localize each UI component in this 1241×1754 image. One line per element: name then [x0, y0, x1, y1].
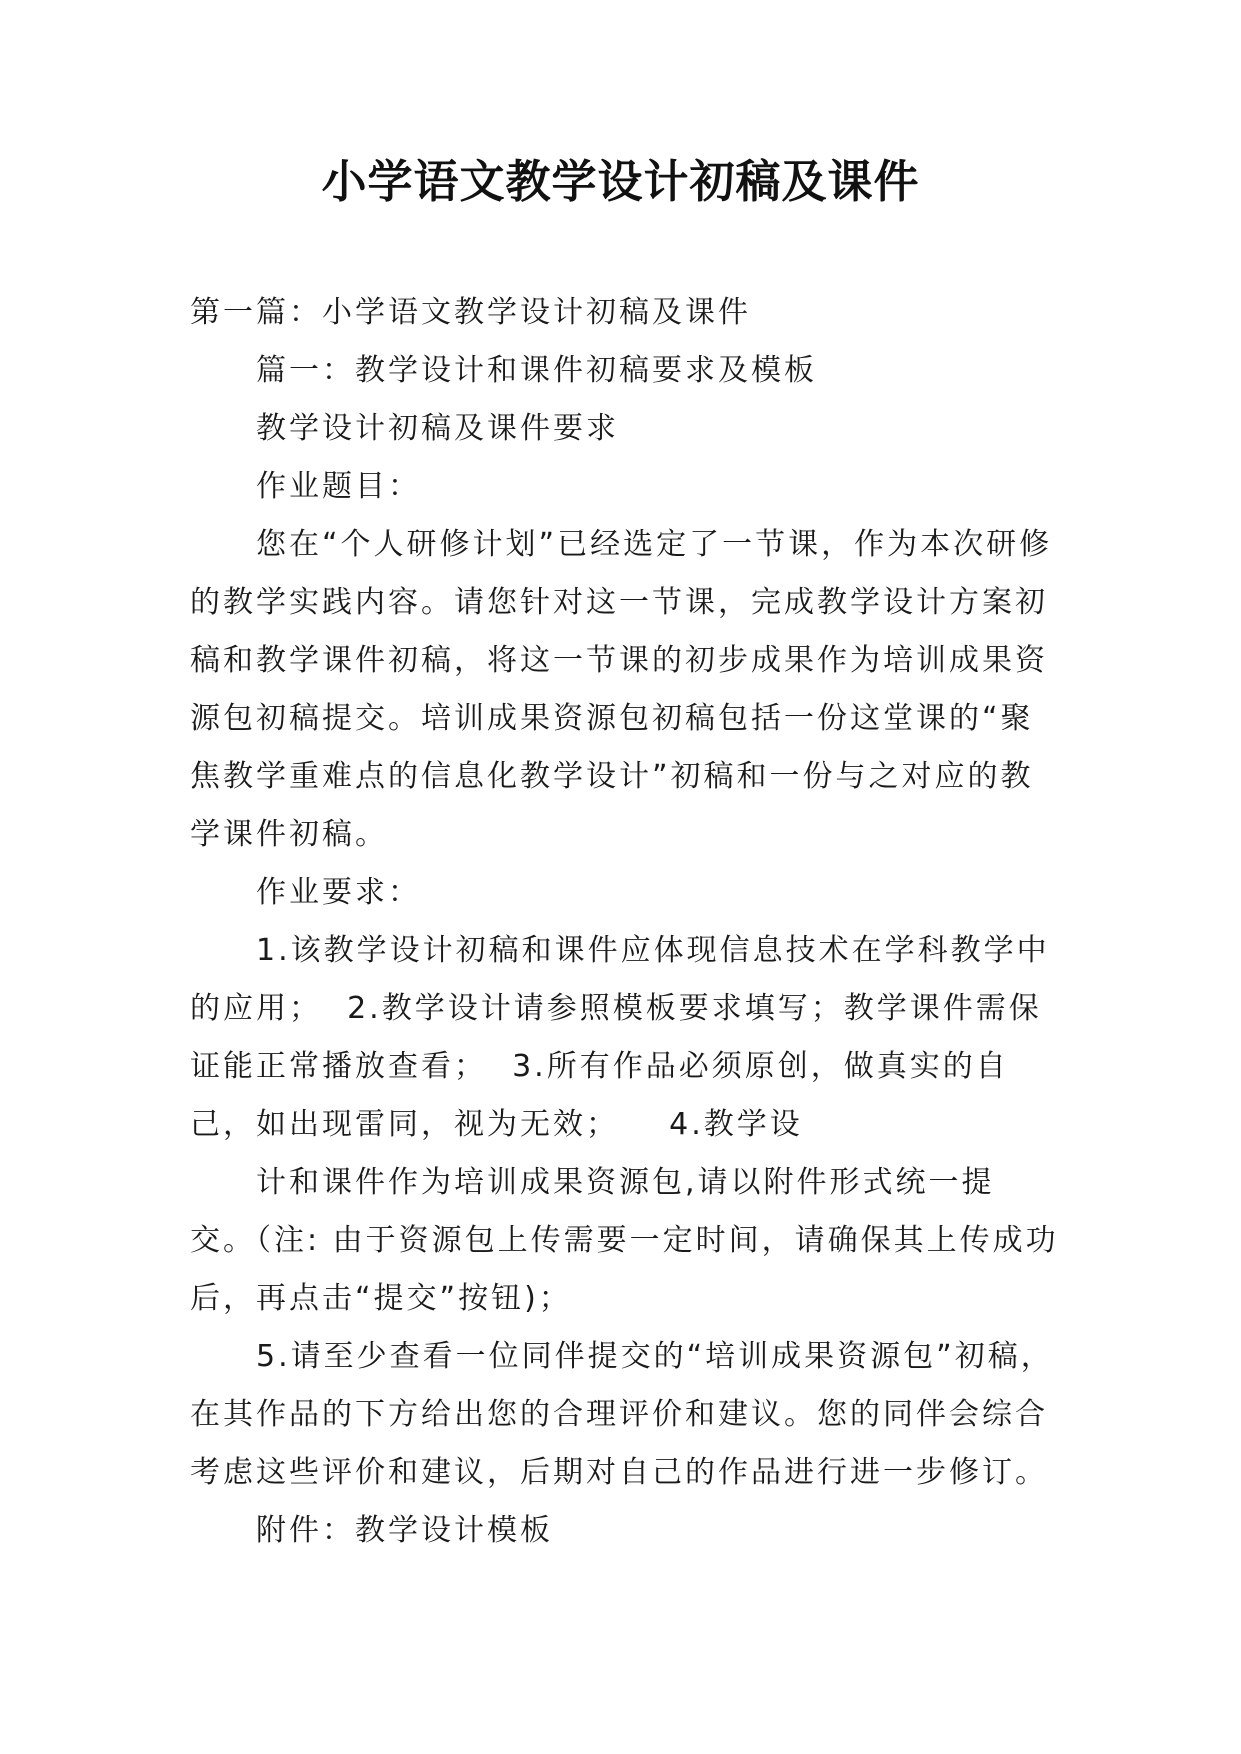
paragraph-requirements-1-4: 1.该教学设计初稿和课件应体现信息技术在学科教学中的应用； 2.教学设计请参照模板要求填写；教学课件需保证能正常播放查看； 3.所有作品必须原创，做真实的自己，如出现雷同，视为无效； 4.教学设 — [190, 933, 1050, 1142]
paragraph-assignment-description: 您在“个人研修计划”已经选定了一节课，作为本次研修的教学实践内容。请您针对这一节课，完成教学设计方案初稿和教学课件初稿，将这一节课的初步成果作为培训成果资源包初稿提交。培训成果资源包初稿包括一份这堂课的“聚焦教学重难点的信息化教学设计”初稿和一份与之对应的教学课件初稿。 — [190, 527, 1053, 852]
paragraph-attachment: 附件：教学设计模板 — [256, 1513, 553, 1548]
paragraph-section-heading: 篇一：教学设计和课件初稿要求及模板 — [256, 353, 817, 388]
paragraph-requirements-label: 作业要求： — [256, 875, 421, 910]
paragraph-requirements-continued: 计和课件作为培训成果资源包,请以附件形式统一提交。（注: 由于资源包上传需要一定时间，请确保其上传成功后，再点击“提交”按钮)； — [190, 1165, 1059, 1316]
document-title: 小学语文教学设计初稿及课件 — [321, 155, 920, 208]
paragraph-subtitle: 教学设计初稿及课件要求 — [256, 411, 619, 446]
document-body — [190, 284, 1060, 1560]
paragraph-assignment-label: 作业题目： — [256, 469, 421, 504]
paragraph-chapter-heading: 第一篇：小学语文教学设计初稿及课件 — [190, 295, 751, 330]
paragraph-requirement-5: 5.请至少查看一位同伴提交的“培训成果资源包”初稿，在其作品的下方给出您的合理评价和建议。您的同伴会综合考虑这些评价和建议，后期对自己的作品进行进一步修订。 — [190, 1339, 1054, 1490]
